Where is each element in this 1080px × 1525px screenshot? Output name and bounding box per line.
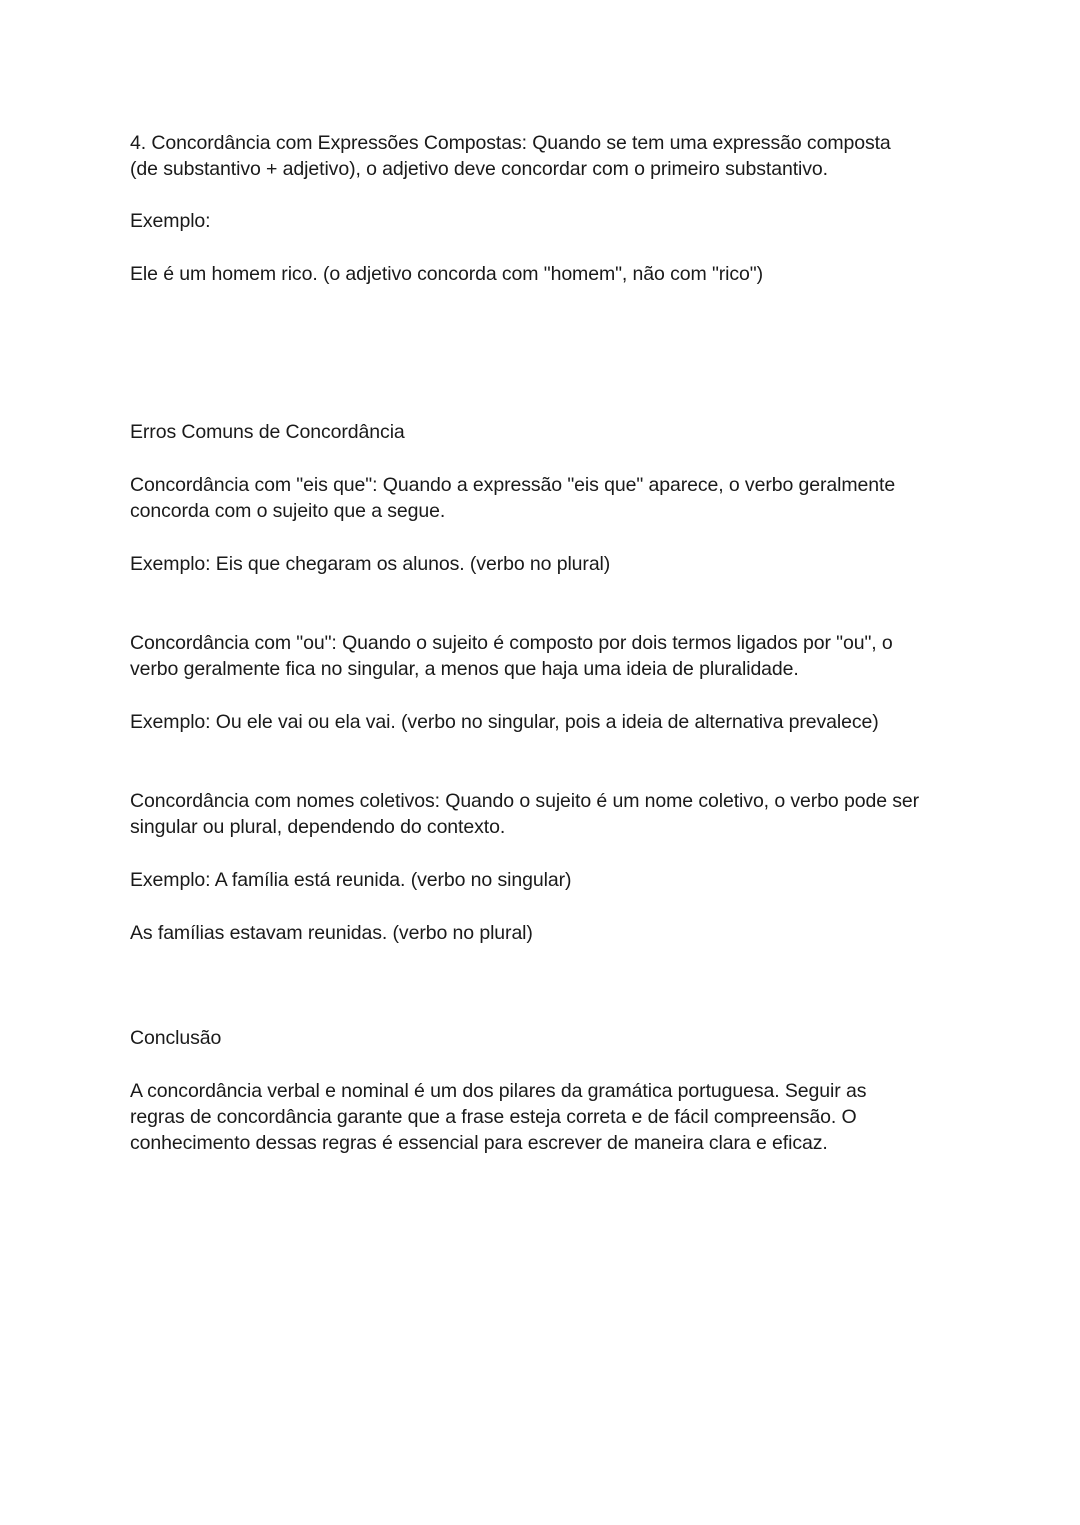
example-text: Exemplo: Ou ele vai ou ela vai. (verbo no singular, pois a ideia de alternativa prevalece): [130, 711, 879, 733]
section-heading: Conclusão: [130, 1027, 222, 1049]
example-text: Exemplo: Eis que chegaram os alunos. (verbo no plural): [130, 553, 611, 575]
paragraph-line: Concordância com "ou": Quando o sujeito é composto por dois termos ligados por "ou", o: [130, 632, 893, 654]
paragraph-line: singular ou plural, dependendo do contexto.: [130, 816, 506, 838]
example-text: Exemplo: A família está reunida. (verbo no singular): [130, 869, 572, 891]
example-text: As famílias estavam reunidas. (verbo no plural): [130, 922, 533, 944]
paragraph-line: conhecimento dessas regras é essencial para escrever de maneira clara e eficaz.: [130, 1132, 828, 1154]
example-text: Ele é um homem rico. (o adjetivo concorda com "homem", não com "rico"): [130, 263, 764, 285]
paragraph-line: A concordância verbal e nominal é um dos pilares da gramática portuguesa. Seguir as: [130, 1080, 867, 1102]
paragraph-line: regras de concordância garante que a frase esteja correta e de fácil compreensão. O: [130, 1106, 857, 1128]
paragraph-line: (de substantivo + adjetivo), o adjetivo deve concordar com o primeiro substantivo.: [130, 158, 828, 180]
example-label: Exemplo:: [130, 210, 211, 232]
paragraph-line: verbo geralmente fica no singular, a menos que haja uma ideia de pluralidade.: [130, 658, 799, 680]
paragraph-line: Concordância com nomes coletivos: Quando o sujeito é um nome coletivo, o verbo pode ser: [130, 790, 920, 812]
section-heading: Erros Comuns de Concordância: [130, 421, 405, 443]
paragraph-line: Concordância com "eis que": Quando a expressão "eis que" aparece, o verbo geralmente: [130, 474, 896, 496]
paragraph-line: 4. Concordância com Expressões Compostas: Quando se tem uma expressão composta: [130, 132, 891, 154]
paragraph-line: concorda com o sujeito que a segue.: [130, 500, 446, 522]
